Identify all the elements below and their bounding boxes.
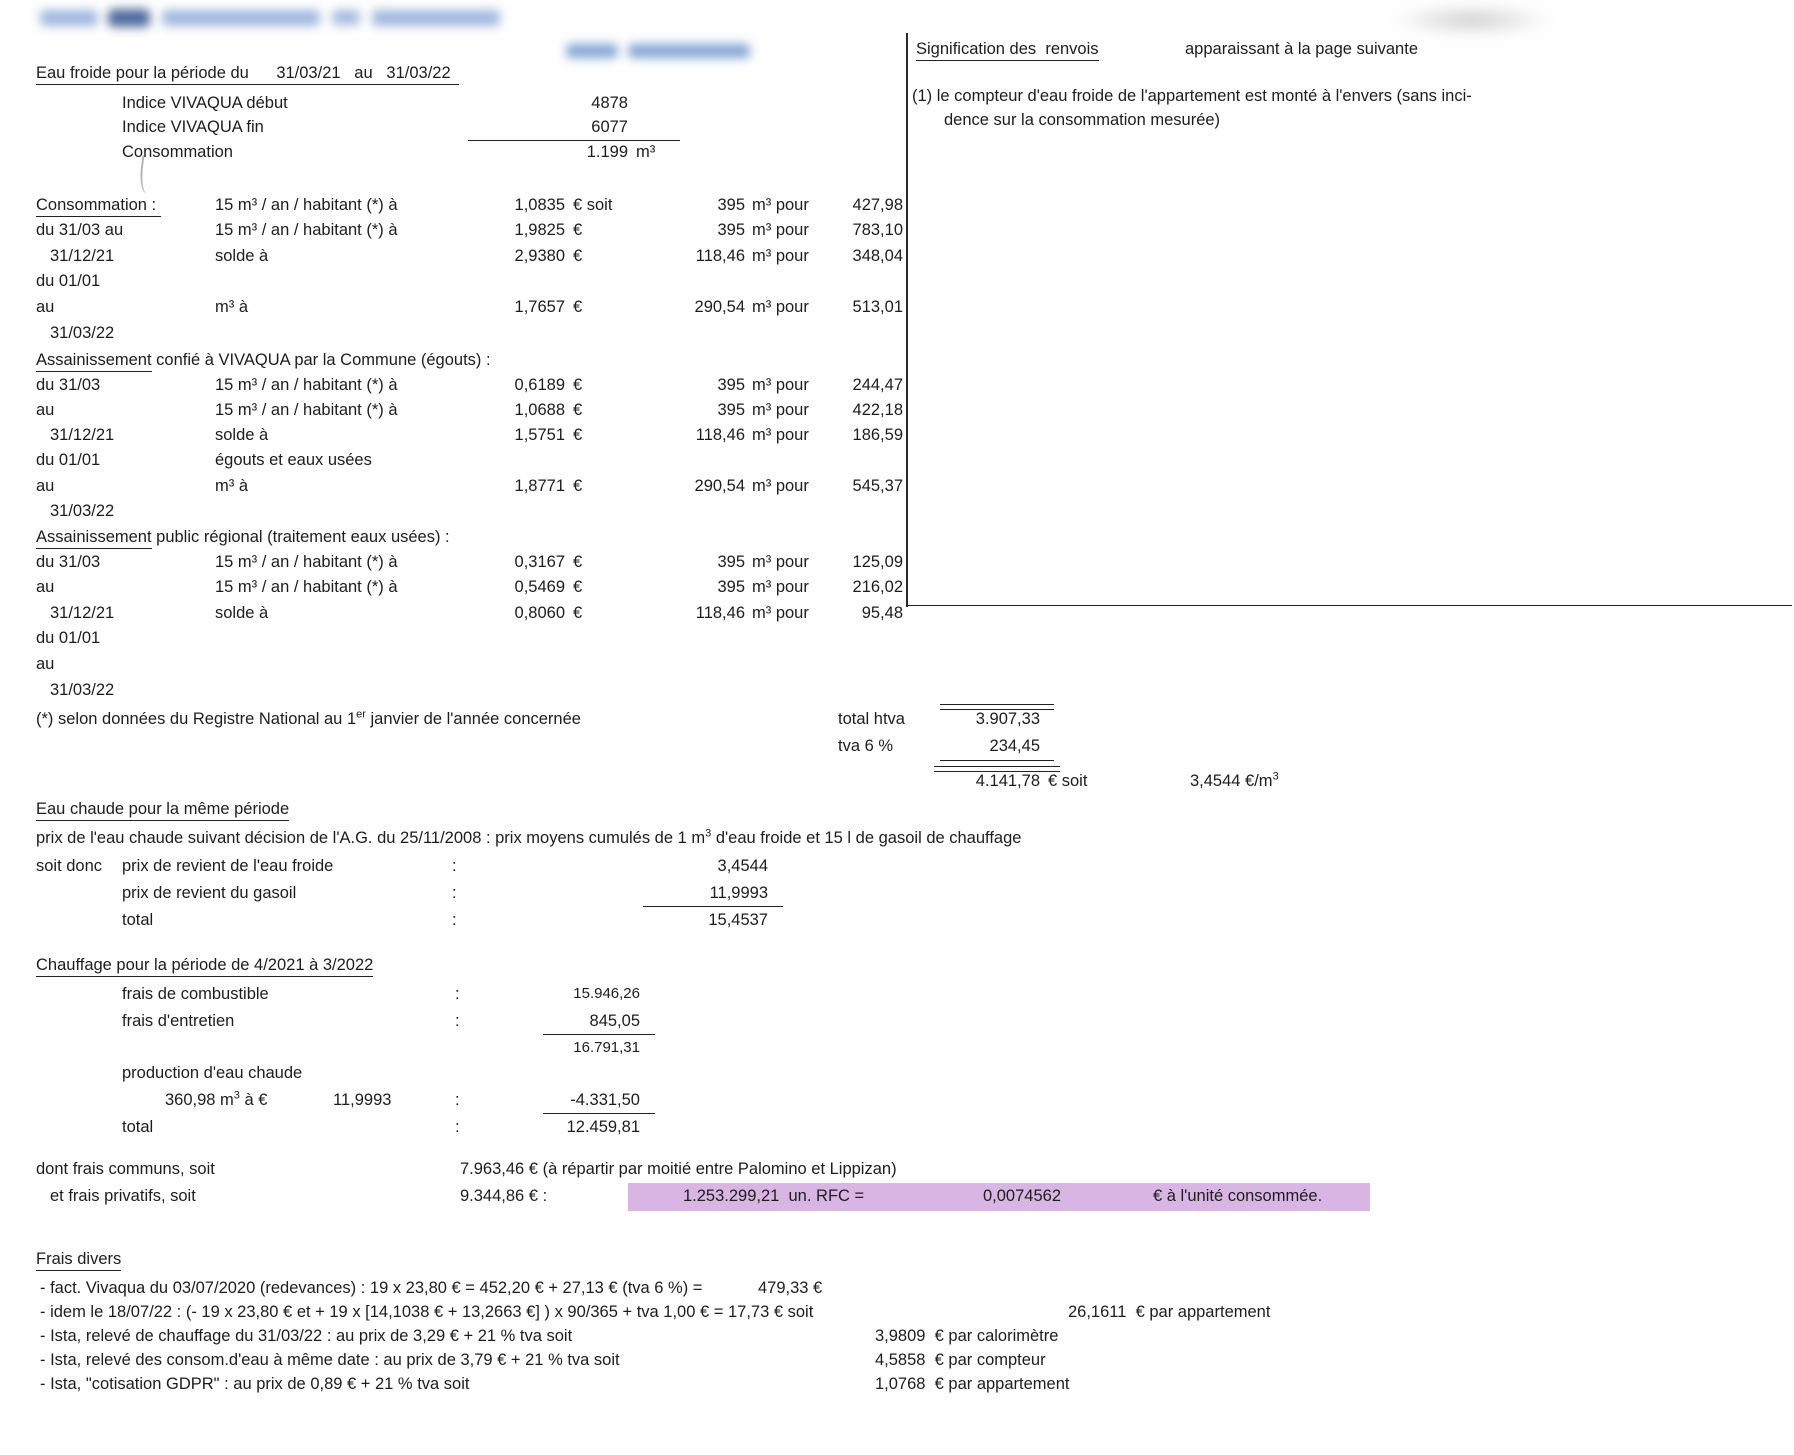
- cell-desc: 15 m³ / an / habitant (*) à: [215, 196, 398, 214]
- redacted-reference-blur: [628, 44, 750, 58]
- cell-volume: 395: [717, 221, 745, 239]
- table-row: [0, 604, 1794, 630]
- cell-period: au: [36, 401, 55, 419]
- grand-total-value: 4.141,78: [975, 772, 1040, 790]
- production-rate: 11,9993: [333, 1091, 392, 1109]
- cell-price-unit: € soit: [573, 196, 613, 214]
- total-htva-row: [0, 710, 1794, 736]
- cell-desc: 15 m³ / an / habitant (*) à: [215, 376, 398, 394]
- cell-volume: 395: [717, 401, 745, 419]
- frais-privatifs-value: 9.344,86 € :: [460, 1187, 548, 1205]
- table-row: [0, 477, 1794, 503]
- frais-divers-line: [0, 1351, 1794, 1377]
- cell-price-unit: €: [573, 376, 583, 394]
- row-label: prix de revient du gasoil: [122, 884, 297, 902]
- table-row: [0, 629, 1794, 655]
- eau-froide-title-text: Eau froide pour la période du 31/03/21 au 31/03/22: [36, 64, 459, 85]
- renvois-note-line2: dence sur la consommation mesurée): [944, 111, 1221, 129]
- cell-volume-unit: m³ pour: [752, 578, 809, 596]
- consommation-row: [0, 143, 1794, 169]
- cell-price-unit: €: [573, 578, 583, 596]
- cell-price-unit: €: [573, 604, 583, 622]
- section-title: [36, 351, 491, 370]
- renvois-title-text: Signification des renvois: [916, 40, 1099, 61]
- cell-volume: 290,54: [694, 477, 745, 495]
- cell-amount: 244,47: [852, 376, 903, 394]
- cell-price-unit: €: [573, 298, 583, 316]
- section-title: [36, 528, 450, 547]
- table-row: [0, 376, 1794, 402]
- redacted-address-blur: [372, 10, 500, 26]
- cell-desc: 15 m³ / an / habitant (*) à: [215, 401, 398, 419]
- rfc-units: 1.253.299,21 un. RFC =: [683, 1187, 865, 1205]
- cell-price: 1,9825: [514, 221, 565, 239]
- table-row: [0, 247, 1794, 273]
- cell-period: au: [36, 477, 55, 495]
- eau-chaude-desc: [36, 829, 1021, 848]
- cell-amount: 95,48: [861, 604, 903, 622]
- cell-desc: 15 m³ / an / habitant (*) à: [215, 221, 398, 239]
- cell-period: 31/03/22: [50, 502, 115, 520]
- eau-chaude-row: [0, 857, 1794, 883]
- eau-chaude-lead: soit donc: [36, 857, 103, 875]
- frais-communs-value: 7.963,46 € (à répartir par moitié entre Palomino et Lippizan): [460, 1160, 897, 1178]
- tva-value: 234,45: [989, 737, 1040, 755]
- section-title-underlined: Assainissement: [36, 528, 152, 549]
- cell-price: 1,0688: [514, 401, 565, 419]
- indice-fin-label: Indice VIVAQUA fin: [122, 118, 264, 136]
- cell-price: 0,8060: [514, 604, 565, 622]
- production-label: production d'eau chaude: [122, 1064, 303, 1082]
- eau-chaude-title: [36, 800, 289, 819]
- cell-amount: 348,04: [852, 247, 903, 265]
- grand-total-row: [0, 772, 1794, 798]
- cell-volume: 290,54: [694, 298, 745, 316]
- tva-row: [0, 737, 1794, 763]
- cell-price-unit: €: [573, 247, 583, 265]
- subtotal-value: 16.791,31: [573, 1039, 640, 1056]
- cell-amount: 513,01: [852, 298, 903, 316]
- line-value: 1,0768 € par appartement: [875, 1375, 1070, 1393]
- table-row: [0, 298, 1794, 324]
- line-value: 26,1611 € par appartement: [1068, 1303, 1271, 1321]
- production-value: -4.331,50: [570, 1091, 640, 1109]
- cell-volume: 118,46: [695, 604, 745, 622]
- production-qty-pre: 360,98 m: [165, 1091, 234, 1109]
- cell-period: 31/12/21: [50, 604, 115, 622]
- cell-period: 31/03/22: [50, 324, 115, 342]
- cell-period: du 01/01: [36, 272, 101, 290]
- cell-price: 1,7657: [514, 298, 565, 316]
- cell-volume-unit: m³ pour: [752, 477, 809, 495]
- cell-period: 31/03/22: [50, 681, 115, 699]
- row-label: frais de combustible: [122, 985, 269, 1003]
- table-row: [0, 655, 1794, 681]
- table-row: [0, 196, 1794, 222]
- unit-rate: [1190, 772, 1279, 791]
- eau-chaude-desc-sup: 3: [705, 827, 712, 840]
- row-value: 15.946,26: [573, 985, 640, 1002]
- cell-volume-unit: m³ pour: [752, 247, 809, 265]
- cell-price-unit: €: [573, 553, 583, 571]
- redacted-address-blur: [332, 10, 360, 25]
- cell-volume: 118,46: [695, 247, 745, 265]
- row-colon: :: [455, 1091, 460, 1109]
- eau-froide-title: [36, 64, 459, 83]
- cell-volume-unit: m³ pour: [752, 604, 809, 622]
- production-qty: [165, 1091, 267, 1110]
- frais-divers-title-text: Frais divers: [36, 1250, 121, 1271]
- subtotal-rule: [468, 140, 680, 141]
- tva-label: tva 6 %: [838, 737, 894, 755]
- cell-volume-unit: m³ pour: [752, 376, 809, 394]
- production-qty-sup: 3: [233, 1089, 240, 1102]
- cell-amount: 216,02: [852, 578, 903, 596]
- indice-debut-value: 4878: [591, 94, 628, 112]
- eau-chaude-title-text: Eau chaude pour la même période: [36, 800, 289, 821]
- footnote-post: janvier de l'année concernée: [365, 710, 581, 728]
- cell-period: 31/12/21: [50, 247, 115, 265]
- row-colon: :: [452, 857, 457, 875]
- consommation-label: Consommation: [122, 143, 233, 161]
- cell-amount: 186,59: [852, 426, 903, 444]
- frais-divers-line: [0, 1279, 1794, 1305]
- table-row: [0, 578, 1794, 604]
- row-label: frais d'entretien: [122, 1012, 235, 1030]
- cell-desc: égouts et eaux usées: [215, 451, 372, 469]
- indice-fin-row: [0, 118, 1794, 144]
- frais-divers-line: [0, 1303, 1794, 1329]
- row-colon: :: [455, 985, 460, 1003]
- renvois-subtitle: apparaissant à la page suivante: [1185, 40, 1418, 58]
- cell-period: au: [36, 655, 55, 673]
- cell-desc: m³ à: [215, 298, 248, 316]
- indice-fin-value: 6077: [591, 118, 628, 136]
- table-row: [0, 426, 1794, 452]
- row-label: prix de revient de l'eau froide: [122, 857, 334, 875]
- cell-period: au: [36, 578, 55, 596]
- cell-volume-unit: m³ pour: [752, 553, 809, 571]
- total-label: total: [122, 1118, 154, 1136]
- chauffage-title-text: Chauffage pour la période de 4/2021 à 3/2022: [36, 956, 373, 977]
- frais-privatifs-label: et frais privatifs, soit: [50, 1187, 196, 1205]
- chauffage-subtotal-row: [0, 1039, 1794, 1065]
- row-value: 845,05: [589, 1012, 640, 1030]
- section-title-rest: public régional (traitement eaux usées) :: [151, 528, 450, 546]
- cell-price: 0,5469: [514, 578, 565, 596]
- tva-rule: [940, 760, 1054, 761]
- cell-volume: 118,46: [695, 426, 745, 444]
- frais-divers-line: [0, 1327, 1794, 1353]
- cell-price-unit: €: [573, 401, 583, 419]
- cell-volume-unit: m³ pour: [752, 196, 809, 214]
- line-text: - fact. Vivaqua du 03/07/2020 (redevances) : 19 x 23,80 € = 452,20 € + 27,13 € (tva 6 %) =: [40, 1279, 703, 1297]
- section-header: [0, 528, 1794, 554]
- cell-period: 31/12/21: [50, 426, 115, 444]
- section-title: [36, 196, 161, 215]
- unit-rate-value: 3,4544 €/m: [1190, 772, 1273, 790]
- cell-price: 1,0835: [514, 196, 565, 214]
- cell-price-unit: €: [573, 221, 583, 239]
- cell-price: 0,3167: [514, 553, 565, 571]
- redacted-address-blur: [40, 10, 98, 26]
- cell-volume-unit: m³ pour: [752, 221, 809, 239]
- table-row: [0, 272, 1794, 298]
- footnote-sup: er: [356, 708, 366, 721]
- frais-communs-label: dont frais communs, soit: [36, 1160, 215, 1178]
- rfc-rate: 0,0074562: [983, 1187, 1061, 1205]
- eau-chaude-row: [0, 911, 1794, 937]
- row-value: 11,9993: [709, 884, 768, 902]
- line-text: - Ista, "cotisation GDPR" : au prix de 0,89 € + 21 % tva soit: [40, 1375, 470, 1393]
- cell-price: 1,5751: [514, 426, 565, 444]
- cell-volume: 395: [717, 196, 745, 214]
- chauffage-row: [0, 985, 1794, 1011]
- cell-amount: 422,18: [852, 401, 903, 419]
- table-row: [0, 681, 1794, 707]
- section-header: [0, 351, 1794, 377]
- line-value: 3,9809 € par calorimètre: [875, 1327, 1059, 1345]
- unit-rate-sup: 3: [1272, 770, 1279, 783]
- indice-debut-label: Indice VIVAQUA début: [122, 94, 288, 112]
- cell-volume-unit: m³ pour: [752, 426, 809, 444]
- cell-amount: 427,98: [852, 196, 903, 214]
- cell-desc: solde à: [215, 247, 269, 265]
- cell-price: 2,9380: [514, 247, 565, 265]
- eau-chaude-row: [0, 884, 1794, 910]
- total-htva-label: total htva: [838, 710, 905, 728]
- table-row: [0, 221, 1794, 247]
- consommation-unit: m³: [636, 143, 656, 161]
- redacted-address-blur: [108, 9, 150, 27]
- row-colon: :: [455, 1118, 460, 1136]
- indice-debut-row: [0, 94, 1794, 120]
- row-colon: :: [452, 884, 457, 902]
- eau-chaude-rule: [643, 906, 783, 907]
- table-row: [0, 502, 1794, 528]
- row-colon: :: [455, 1012, 460, 1030]
- table-row: [0, 553, 1794, 579]
- footnote-pre: (*) selon données du Registre National au 1: [36, 710, 357, 728]
- frais-privatifs-row: [0, 1187, 1794, 1213]
- cell-price: 0,6189: [514, 376, 565, 394]
- redacted-reference-blur: [566, 44, 618, 58]
- line-value: 4,5858 € par compteur: [875, 1351, 1046, 1369]
- cell-period: du 31/03: [36, 376, 101, 394]
- eau-chaude-desc-post: d'eau froide et 15 l de gasoil de chauffage: [711, 829, 1022, 847]
- section-title-underlined: Assainissement: [36, 351, 152, 372]
- scan-smudge: [1392, 4, 1552, 36]
- table-row: [0, 401, 1794, 427]
- frais-divers-title: [36, 1250, 121, 1269]
- chauffage-row: [0, 1064, 1794, 1090]
- rfc-rate-unit: € à l'unité consommée.: [1153, 1187, 1323, 1205]
- cell-amount: 545,37: [852, 477, 903, 495]
- section-title-text: Consommation :: [36, 196, 161, 217]
- chauffage-total-row: [0, 1118, 1794, 1144]
- cell-volume-unit: m³ pour: [752, 298, 809, 316]
- cell-amount: 783,10: [852, 221, 903, 239]
- chauffage-production-row: [0, 1091, 1794, 1117]
- section-title-rest: confié à VIVAQUA par la Commune (égouts) :: [151, 351, 491, 369]
- chauffage-rule: [543, 1113, 655, 1114]
- cell-price-unit: €: [573, 426, 583, 444]
- cell-period: du 31/03: [36, 553, 101, 571]
- cell-period: du 01/01: [36, 451, 101, 469]
- grand-total-suffix: € soit: [1048, 772, 1088, 790]
- line-text: - Ista, relevé des consom.d'eau à même date : au prix de 3,79 € + 21 % tva soit: [40, 1351, 620, 1369]
- renvois-title: [916, 40, 1099, 59]
- cell-price: 1,8771: [514, 477, 565, 495]
- chauffage-title: [36, 956, 373, 975]
- cell-period: du 31/03 au: [36, 221, 124, 239]
- cell-desc: m³ à: [215, 477, 248, 495]
- cell-amount: 125,09: [852, 553, 903, 571]
- line-text: - idem le 18/07/22 : (- 19 x 23,80 € et + 19 x [14,1038 € + 13,2663 €] ) x 90/365 + tva 1,00 € = 17,73 € soit: [40, 1303, 814, 1321]
- chauffage-rule: [543, 1034, 655, 1035]
- cell-volume: 395: [717, 553, 745, 571]
- chauffage-row: [0, 1012, 1794, 1038]
- table-row: [0, 324, 1794, 350]
- redacted-address-blur: [162, 10, 320, 26]
- table-row: [0, 451, 1794, 477]
- line-value: 479,33 €: [758, 1279, 823, 1297]
- row-value: 3,4544: [717, 857, 768, 875]
- cell-volume: 395: [717, 578, 745, 596]
- cell-volume-unit: m³ pour: [752, 401, 809, 419]
- cell-desc: 15 m³ / an / habitant (*) à: [215, 578, 398, 596]
- production-qty-post: à €: [239, 1091, 268, 1109]
- cell-price-unit: €: [573, 477, 583, 495]
- total-value: 12.459,81: [566, 1118, 640, 1136]
- cell-period: au: [36, 298, 55, 316]
- row-colon: :: [452, 911, 457, 929]
- cell-volume: 395: [717, 376, 745, 394]
- cell-period: du 01/01: [36, 629, 101, 647]
- cell-desc: solde à: [215, 604, 269, 622]
- total-htva-value: 3.907,33: [975, 710, 1040, 728]
- frais-divers-line: [0, 1375, 1794, 1401]
- row-label: total: [122, 911, 154, 929]
- eau-chaude-desc-pre: prix de l'eau chaude suivant décision de l'A.G. du 25/11/2008 : prix moyens cumulés de 1 m: [36, 829, 706, 847]
- line-text: - Ista, relevé de chauffage du 31/03/22 : au prix de 3,29 € + 21 % tva soit: [40, 1327, 573, 1345]
- cell-desc: 15 m³ / an / habitant (*) à: [215, 553, 398, 571]
- cell-desc: solde à: [215, 426, 269, 444]
- renvois-note-line1: (1) le compteur d'eau froide de l'appartement est monté à l'envers (sans inci-: [912, 87, 1472, 105]
- row-value: 15,4537: [708, 911, 768, 929]
- consommation-value: 1.199: [586, 143, 628, 161]
